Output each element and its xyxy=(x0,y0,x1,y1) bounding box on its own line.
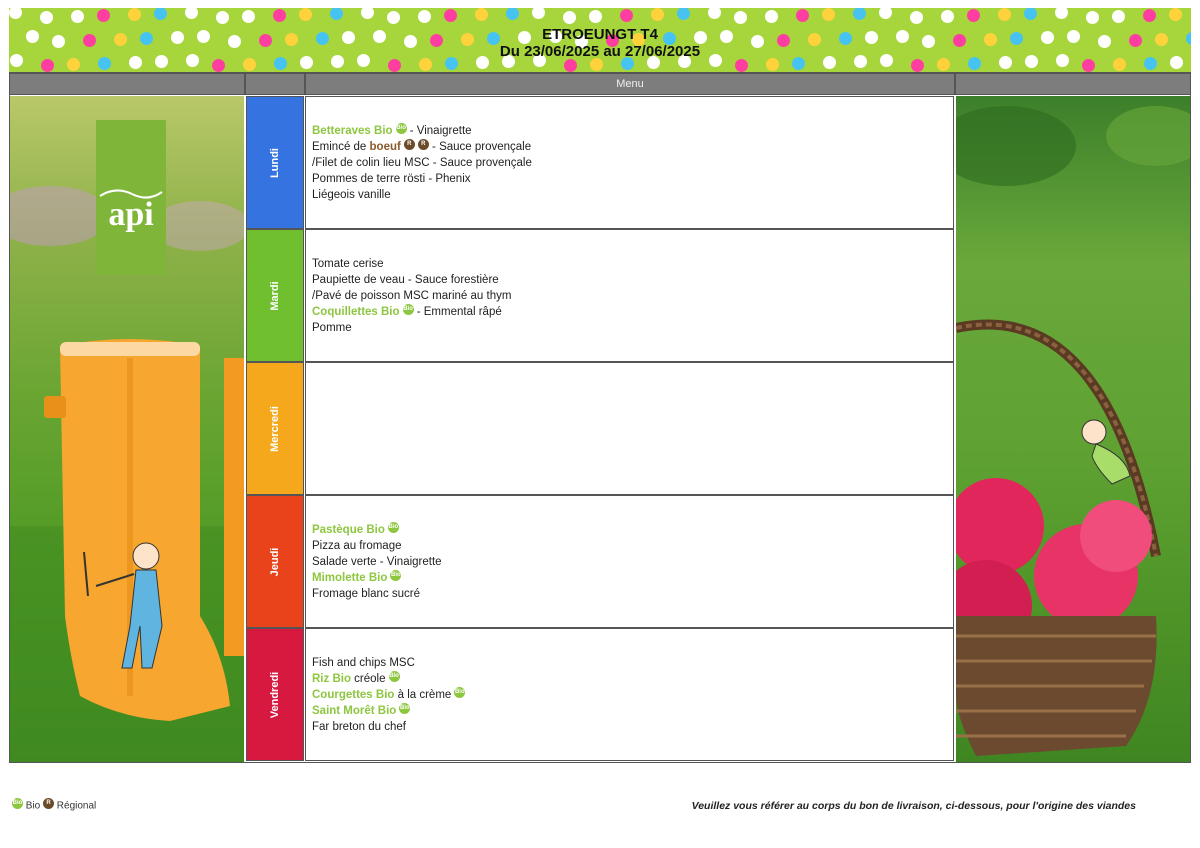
header-dot xyxy=(40,11,53,24)
menu-item xyxy=(312,171,953,187)
header-dot xyxy=(765,10,778,23)
menu-item xyxy=(312,304,953,320)
header-dot xyxy=(822,8,835,21)
header-dot xyxy=(941,10,954,23)
menu-item-text: boeuf xyxy=(369,140,401,153)
header-dot xyxy=(273,9,286,22)
menu-item-text: Pizza au fromage xyxy=(312,539,402,552)
menu-item-text: Pastèque Bio xyxy=(312,523,385,536)
header-dot xyxy=(1055,8,1068,19)
footer-note: Veuillez vous référer au corps du bon de livraison, ci-dessous, pour l'origine des viandes xyxy=(691,800,1136,812)
menu-item-text: Emincé de xyxy=(312,140,370,153)
header-dot xyxy=(506,8,519,20)
menu-item xyxy=(312,256,953,272)
header-dot xyxy=(71,10,84,23)
col-header-left xyxy=(9,73,245,95)
col-header-right xyxy=(955,73,1191,95)
menu-item xyxy=(312,272,953,288)
menu-item-text: créole xyxy=(350,672,386,685)
day-name: Mercredi xyxy=(269,405,281,452)
header-dot xyxy=(998,8,1011,21)
header-dot xyxy=(1024,8,1037,20)
header-dot xyxy=(1112,10,1125,23)
header-dot xyxy=(708,8,721,19)
logo-text: api xyxy=(108,196,154,233)
menu-item-text: Betteraves Bio xyxy=(312,124,393,137)
menu-item-text: Far breton du chef xyxy=(312,720,406,733)
boots-photo xyxy=(10,96,244,762)
bio-icon: Bio xyxy=(389,671,400,682)
header-dot xyxy=(911,59,924,72)
menu-title xyxy=(9,26,1191,60)
header-dot xyxy=(735,59,748,72)
header-dot xyxy=(185,8,198,19)
menu-item xyxy=(312,703,953,719)
header-dot xyxy=(418,10,431,23)
header-dot xyxy=(564,59,577,72)
menu-item xyxy=(312,687,953,703)
header-dot xyxy=(475,8,488,21)
header-dot xyxy=(154,8,167,20)
header-dot xyxy=(532,8,545,19)
apple-basket-illustration xyxy=(956,96,1190,762)
header-dot xyxy=(128,8,141,21)
menu-item-text: Saint Morêt Bio xyxy=(312,704,397,717)
bio-icon: Bio xyxy=(403,304,414,315)
menu-item-text: Coquillettes Bio xyxy=(312,305,400,318)
day-name: Lundi xyxy=(269,147,281,178)
api-logo xyxy=(96,120,166,275)
menu-item-text: Courgettes Bio xyxy=(312,688,395,701)
bio-icon: Bio xyxy=(390,570,401,581)
header-dot xyxy=(212,59,225,72)
menu-cell-mardi xyxy=(305,229,954,362)
header-dot xyxy=(853,8,866,20)
menu-cell-jeudi xyxy=(305,495,954,628)
menu-item xyxy=(312,288,953,304)
menu-item-text: Paupiette de veau - Sauce forestière xyxy=(312,273,499,286)
menu-cell-vendredi xyxy=(305,628,954,761)
header-dot xyxy=(41,59,54,72)
menu-cell-lundi xyxy=(305,96,954,229)
menu-item-text: - Emmental râpé xyxy=(413,305,502,318)
menu-item-text: Fromage blanc sucré xyxy=(312,587,421,600)
header-banner xyxy=(9,8,1191,72)
header-dot xyxy=(216,11,229,24)
legend-bio-label: Bio xyxy=(25,800,41,812)
header-dot xyxy=(910,11,923,24)
header-dot xyxy=(734,11,747,24)
bio-icon: Bio xyxy=(388,522,399,533)
menu-item xyxy=(312,671,953,687)
col-header-menu: Menu xyxy=(305,73,955,95)
header-dot xyxy=(677,8,690,20)
menu-item-text: Pomme xyxy=(312,321,352,334)
header-dot xyxy=(299,8,312,21)
menu-item xyxy=(312,570,953,586)
header-dot xyxy=(388,59,401,72)
day-name: Vendredi xyxy=(269,671,281,718)
header-dot xyxy=(620,9,633,22)
day-name: Jeudi xyxy=(269,547,281,576)
menu-item xyxy=(312,155,953,171)
menu-item-text: /Filet de colin lieu MSC - Sauce provençale xyxy=(312,156,532,169)
menu-item-text: à la crème xyxy=(394,688,452,701)
menu-cell-mercredi xyxy=(305,362,954,495)
legend-regional-label: Régional xyxy=(56,800,97,812)
header-dot xyxy=(879,8,892,19)
menu-item xyxy=(312,538,953,554)
header-dot xyxy=(967,9,980,22)
header-dot xyxy=(9,8,22,19)
bio-icon: Bio xyxy=(12,798,23,809)
header-dot xyxy=(1143,9,1156,22)
menu-item-text: Salade verte - Vinaigrette xyxy=(312,555,442,568)
bio-icon: Bio xyxy=(454,687,465,698)
menu-item-text: Pommes de terre rösti - Phenix xyxy=(312,172,471,185)
header-dot xyxy=(444,9,457,22)
day-label-vendredi xyxy=(246,628,304,761)
menu-item xyxy=(312,554,953,570)
menu-item-text: - Vinaigrette xyxy=(406,124,472,137)
header-dot xyxy=(361,8,374,19)
menu-item xyxy=(312,719,953,735)
header-dot xyxy=(563,11,576,24)
day-name: Mardi xyxy=(269,280,281,311)
menu-item xyxy=(312,586,953,602)
header-dot xyxy=(97,9,110,22)
day-label-mercredi xyxy=(246,362,304,495)
header-dot xyxy=(651,8,664,21)
menu-item xyxy=(312,123,953,139)
menu-item-text: - Sauce provençale xyxy=(428,140,532,153)
site-name: ETROEUNGT T4 xyxy=(542,26,658,43)
menu-item-text: Tomate cerise xyxy=(312,257,384,270)
menu-item xyxy=(312,139,953,155)
menu-item-text: Liégeois vanille xyxy=(312,188,391,201)
menu-item xyxy=(312,187,953,203)
day-label-mardi xyxy=(246,229,304,362)
day-label-lundi xyxy=(246,96,304,229)
header-dot xyxy=(242,10,255,23)
menu-item-text: /Pavé de poisson MSC mariné au thym xyxy=(312,289,512,302)
regional-icon: R xyxy=(404,139,415,150)
regional-icon: R xyxy=(418,139,429,150)
apple-basket-photo xyxy=(956,96,1190,762)
bio-icon: Bio xyxy=(399,703,410,714)
regional-icon: R xyxy=(43,798,54,809)
header-dot xyxy=(330,8,343,20)
date-range: Du 23/06/2025 au 27/06/2025 xyxy=(499,43,701,60)
header-dot xyxy=(1086,11,1099,24)
header-dot xyxy=(796,9,809,22)
header-dot xyxy=(589,10,602,23)
menu-item xyxy=(312,522,953,538)
menu-item xyxy=(312,655,953,671)
menu-item-text: Fish and chips MSC xyxy=(312,656,415,669)
col-header-day xyxy=(245,73,305,95)
header-dot xyxy=(387,11,400,24)
legend xyxy=(12,798,96,811)
header-dot xyxy=(1082,59,1095,72)
header-dot xyxy=(1169,8,1182,21)
menu-item-text: Riz Bio xyxy=(312,672,351,685)
menu-item-text: Mimolette Bio xyxy=(312,571,388,584)
day-label-jeudi xyxy=(246,495,304,628)
menu-item xyxy=(312,320,953,336)
bio-icon: Bio xyxy=(396,123,407,134)
